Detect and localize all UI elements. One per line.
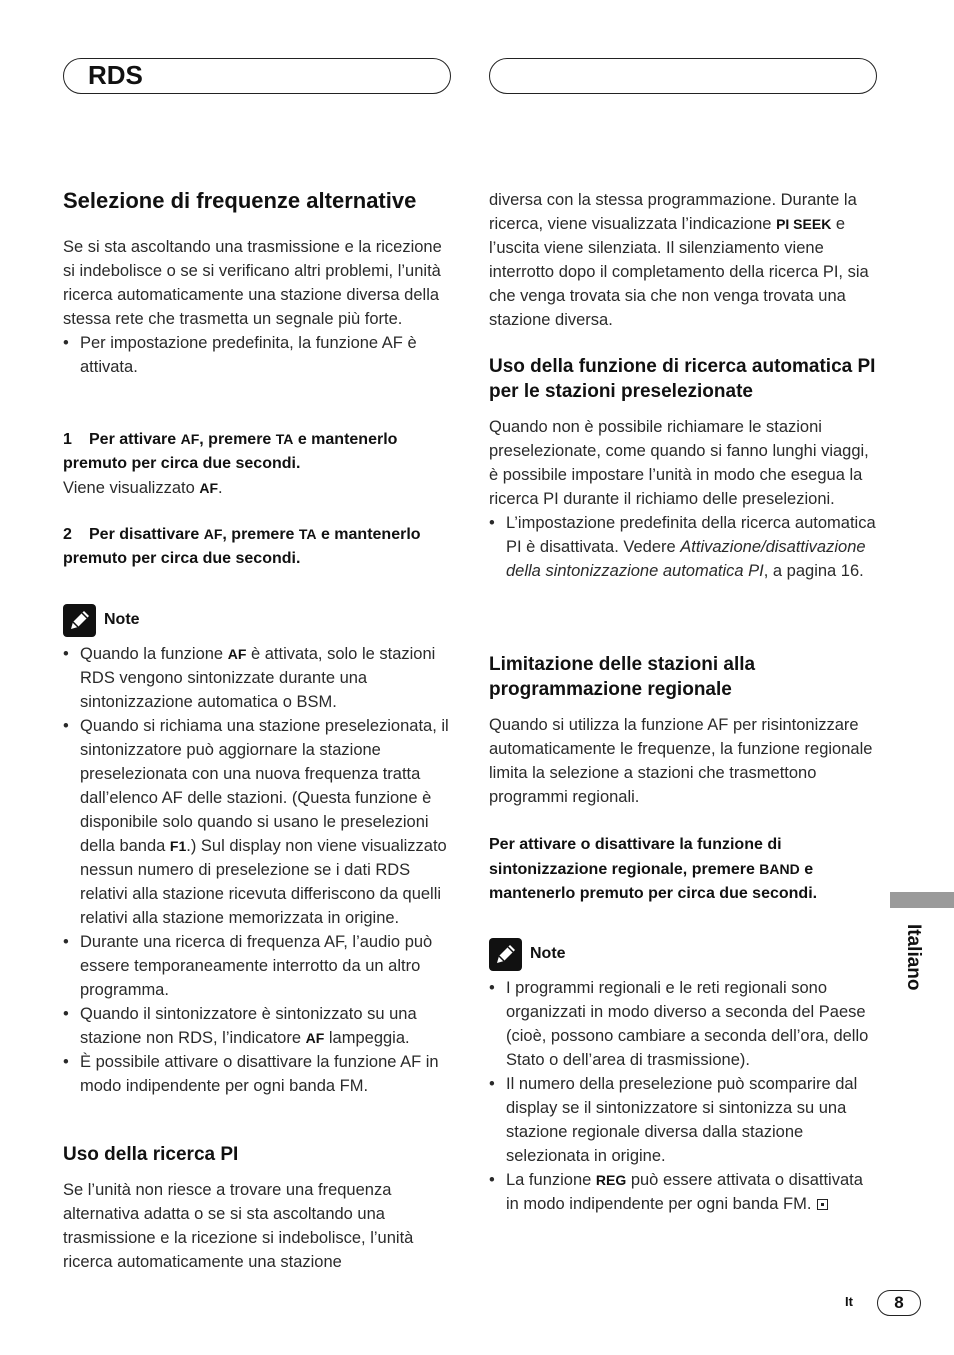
step-1-text-e: e mantenerlo premuto per circa due secondi.: [63, 431, 398, 472]
note-item-text: può essere attivata o disattivata in modo indipendente per ogni banda FM.: [506, 1171, 863, 1213]
note-item-text: è attivata, solo le stazioni RDS vengono sintonizzate durante una sintonizzazione automatica o BSM.: [80, 645, 436, 711]
step-2-text-c: , premere: [222, 526, 299, 543]
note-label: Note: [530, 945, 566, 962]
note-item: [489, 1168, 879, 1216]
display-af: AF: [227, 646, 247, 662]
language-code: It: [845, 1294, 853, 1309]
display-af: AF: [203, 526, 223, 542]
auto-pi-bullet-text: L’impostazione predefinita della ricerca automatica PI è disattivata. Vedere: [506, 514, 876, 556]
note-block: [489, 936, 879, 1216]
note-item-text: Quando si richiama una stazione preselezionata, il sintonizzatore può aggiornare la stazione preselezionata con una nuova frequenza tratta dall’elenco AF delle stazioni. (Questa funzione è disponibile solo quando si usano le preselezioni della banda: [80, 717, 449, 855]
section-heading: Selezione di frequenze alternative: [63, 188, 417, 213]
auto-pi-heading: Uso della funzione di ricerca automatica PI per le stazioni preselezionate: [489, 356, 876, 402]
auto-pi-paragraph: Quando non è possibile richiamare le stazioni preselezionate, come quando si fanno lunghi viaggi, è possibile impostare l’unità in modo che esegua la ricerca PI durante il richiamo delle preselezioni.: [489, 418, 869, 508]
default-bullet-text: Per impostazione predefinita, la funzione AF è attivata.: [80, 334, 417, 376]
display-f1: F1: [169, 838, 187, 854]
regional-heading: Limitazione delle stazioni alla programmazione regionale: [489, 654, 756, 700]
pencil-icon: [67, 607, 93, 633]
step-2-instruction: [63, 522, 453, 571]
note-item-text: Durante una ricerca di frequenza AF, l’audio può essere temporaneamente interrotto da un altro programma.: [80, 933, 433, 999]
note-item-text: Il numero della preselezione può scomparire dal display se il sintonizzatore si sintonizza su una stazione regionale diversa dalla stazione selezionata in origine.: [506, 1075, 858, 1165]
display-reg: REG: [595, 1172, 627, 1188]
display-af: AF: [180, 431, 200, 447]
note-header: [63, 602, 453, 638]
language-tab-marker: [890, 892, 954, 908]
step-1-result: [63, 476, 453, 500]
pi-heading: Uso della ricerca PI: [63, 1144, 239, 1165]
regional-step: [489, 833, 879, 906]
display-af: AF: [199, 480, 219, 496]
step-1: [63, 427, 453, 500]
section-title: RDS: [88, 60, 143, 90]
pencil-icon: [493, 941, 519, 967]
regional-step-text: Per attivare o disattivare la funzione di sintonizzazione regionale, premere: [489, 836, 782, 878]
step-2-number: 2: [63, 526, 72, 543]
note-item-text: lampeggia.: [324, 1029, 410, 1047]
button-ta: TA: [298, 526, 317, 542]
note-item-text: I programmi regionali e le reti regionali sono organizzati in modo diverso a seconda del Paese (cioè, possono cambiare a seconda dell’ora, dello Stato o dell’area di trasmissione).: [506, 979, 869, 1069]
note-item: [63, 930, 453, 1002]
step-2-text-e: e mantenerlo premuto per circa due secondi.: [63, 526, 421, 567]
auto-pi-bullet: [489, 511, 879, 583]
step-2-text-a: Per disattivare: [89, 526, 204, 543]
pi-continuation: [489, 188, 879, 332]
note-item: [63, 1002, 453, 1050]
header-box-right: [489, 58, 877, 94]
regional-paragraph: Quando si utilizza la funzione AF per risintonizzare automaticamente le frequenze, la funzione regionale limita la selezione a stazioni che trasmettono programmi regionali.: [489, 716, 873, 806]
note-item: [489, 976, 879, 1072]
default-bullet: [63, 331, 453, 379]
step-1-text-a: Per attivare: [89, 431, 181, 448]
note-block: [63, 602, 453, 1098]
step-1-result-end: .: [218, 479, 223, 497]
note-item: [63, 1050, 453, 1098]
intro-block: [63, 235, 453, 379]
note-item: [489, 1072, 879, 1168]
note-item: [63, 714, 453, 930]
display-af: AF: [305, 1030, 325, 1046]
auto-pi-bullet-text: , a pagina 16.: [763, 562, 864, 580]
pi-paragraph: Se l’unità non riesce a trovare una frequenza alternativa adatta o se si sta ascoltando una trasmissione e la ricezione si indebolisce, l’unità ricerca automaticamente una stazione: [63, 1181, 414, 1271]
cross-reference: Attivazione/disattivazione della sintonizzazione automatica PI: [506, 538, 866, 580]
page-number: 8: [877, 1290, 921, 1316]
note-label: Note: [104, 611, 140, 628]
end-of-section-icon: [817, 1199, 828, 1210]
display-pi-seek: PI SEEK: [776, 216, 832, 232]
note-item-text: È possibile attivare o disattivare la funzione AF in modo indipendente per ogni banda FM.: [80, 1053, 439, 1095]
button-ta: TA: [275, 431, 294, 447]
language-side-label-text: Italiano: [903, 924, 924, 991]
note-item-text: .) Sul display non viene visualizzato nessun numero di preselezione se i dati RDS relativi alla stazione ricevuta differiscono da quelli relativi alla stazione memorizzata in origine.: [80, 837, 447, 927]
auto-pi-block: [489, 415, 879, 583]
note-item-text: La funzione: [506, 1171, 596, 1189]
pencil-note-icon: [63, 604, 96, 637]
note-header: [489, 936, 879, 972]
note-item: [63, 642, 453, 714]
step-1-number: 1: [63, 431, 72, 448]
button-band: BAND: [759, 861, 800, 877]
step-1-result-text: Viene visualizzato: [63, 479, 200, 497]
section-header-box: [63, 58, 451, 94]
step-1-text-c: , premere: [199, 431, 276, 448]
intro-paragraph: Se si sta ascoltando una trasmissione e la ricezione si indebolisce o se si verificano altri problemi, l’unità ricerca automaticamente una stazione diversa della stessa rete che trasmetta un segnale più forte.: [63, 238, 442, 328]
regional-step-text: e mantenerlo premuto per circa due secondi.: [489, 861, 818, 902]
language-side-label: [898, 920, 928, 1010]
step-2: [63, 522, 453, 571]
pi-continuation-text: diversa con la stessa programmazione. Durante la ricerca, viene visualizzata l’indicazione: [489, 191, 857, 233]
note-item-text: Quando il sintonizzatore è sintonizzato su una stazione non RDS, l’indicatore: [80, 1005, 417, 1047]
pencil-note-icon: [489, 938, 522, 971]
step-1-instruction: [63, 427, 453, 476]
pi-continuation-text: e l’uscita viene silenziata. Il silenziamento viene interrotto dopo il completamento della ricerca PI, sia che venga trovata sia che non venga trovata una stazione diversa.: [489, 215, 869, 329]
note-item-text: Quando la funzione: [80, 645, 228, 663]
